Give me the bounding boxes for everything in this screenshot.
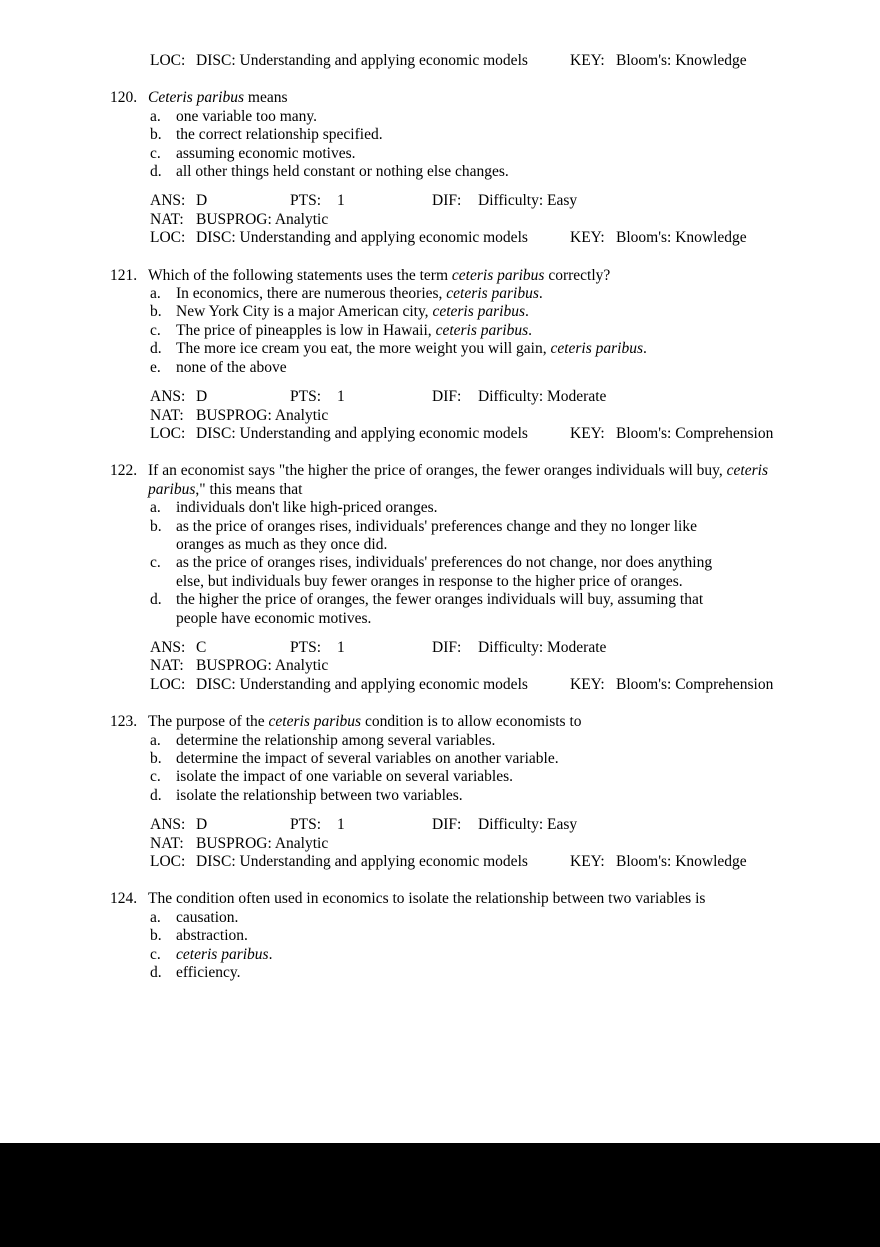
italic-term: ceteris [726,462,768,480]
option-letter: c. [150,554,161,572]
question-item [110,462,810,694]
dif-value: Difficulty: Moderate [478,388,607,406]
option-letter: d. [150,591,162,609]
option-text [176,750,796,768]
italic-term: ceteris paribus [451,266,545,284]
question-body [110,462,810,628]
text-run: determine the relationship among several variables. [176,731,496,749]
pts-value: 1 [337,388,345,406]
option-text [176,768,796,786]
text-run: determine the impact of several variables on another variable. [176,750,559,767]
option-text [176,946,796,964]
question-prompt [148,713,808,731]
text-run: as the price of oranges rises, individuals' preferences do not change, nor does anything [176,554,713,572]
question-prompt [148,267,808,285]
question-item [110,89,810,247]
option-letter: a. [150,908,161,926]
answer-option [148,126,808,144]
text-run: assuming economic motives. [176,144,356,162]
key-pair [570,425,773,443]
answer-option [148,591,808,628]
text-run: . [525,303,529,321]
dif-value: Difficulty: Easy [478,192,578,210]
nat-label: NAT: [150,210,184,228]
option-text [176,322,796,340]
question-number: 124. [110,890,138,908]
text-run: none of the above [176,358,287,376]
option-letter: c. [150,768,161,786]
answer-option [148,787,808,805]
option-text [176,518,796,555]
key-pair [570,676,773,694]
question-item [110,890,810,982]
loc-value: DISC: Understanding and applying economic models [196,675,528,693]
text-run: ," this means that [195,480,303,498]
key-value: Bloom's: Comprehension [616,424,774,442]
nat-row [150,835,810,853]
pts-label: PTS: [290,638,322,656]
option-text [176,927,796,945]
ans-label: ANS: [150,638,186,656]
text-run: as the price of oranges rises, individuals' preferences change and they no longer like [176,517,697,535]
answer-option [148,768,808,786]
key-value: Bloom's: Comprehension [616,675,774,693]
question-item [110,713,810,871]
option-letter: a. [150,499,161,517]
nat-label: NAT: [150,834,184,852]
option-text [176,591,796,628]
question-body [110,713,810,805]
key-value: Bloom's: Knowledge [616,52,747,69]
question-body [110,890,810,982]
dif-label: DIF: [432,638,462,656]
text-run: condition is to allow economists to [361,713,582,731]
question-body [110,267,810,377]
option-text [176,909,796,927]
loc-value: DISC: Understanding and applying economic models [196,424,528,442]
text-run: Which of the following statements uses the term [148,266,452,284]
option-text [176,787,796,805]
italic-term: ceteris paribus [176,945,269,963]
italic-term: ceteris paribus [432,303,525,321]
option-letter: a. [150,107,161,125]
key-value: Bloom's: Knowledge [616,229,747,247]
answer-option [148,145,808,163]
answer-option [148,750,808,768]
pts-value: 1 [337,192,345,210]
options-list [148,909,808,983]
nat-value: BUSPROG: Analytic [196,657,329,675]
dif-label: DIF: [432,192,462,210]
text-run: . [268,945,273,963]
pts-label: PTS: [290,388,322,406]
italic-term: ceteris paribus [446,285,539,303]
loc-value: DISC: Understanding and applying economic models [196,853,528,871]
answer-option [148,518,808,555]
ans-label: ANS: [150,192,186,210]
answer-meta-block [150,192,810,247]
option-text [176,126,796,144]
loc-label: LOC: [150,424,186,442]
question-number: 121. [110,266,138,284]
ans-value: D [196,816,208,834]
question-body [110,89,810,181]
letterbox-bottom [0,1143,880,1247]
option-text [176,340,796,358]
key-value: Bloom's: Knowledge [616,853,747,871]
option-letter: b. [150,517,162,535]
option-text [176,554,796,591]
text-run: isolate the impact of one variable on several variables. [176,768,513,786]
option-letter: d. [150,163,162,181]
text-run: abstraction. [176,927,248,945]
nat-row [150,211,810,229]
key-label: KEY: [570,675,605,693]
key-label: KEY: [570,853,605,871]
options-list [148,499,808,628]
italic-term: ceteris paribus [435,321,529,339]
italic-term: Ceteris paribus [148,89,245,107]
key-pair [570,853,747,871]
question-number: 122. [110,462,138,480]
text-run: all other things held constant or nothing else changes. [176,163,509,181]
loc-label: LOC: [150,853,186,871]
answer-option [148,359,808,377]
question-prompt [148,462,808,499]
question-item [110,267,810,444]
loc-label: LOC: [150,675,186,693]
text-run: means [244,89,288,107]
nat-value: BUSPROG: Analytic [196,406,329,424]
question-number: 123. [110,713,138,731]
key-pair [570,52,747,70]
text-run: The price of pineapples is low in Hawaii, [176,321,436,339]
option-text [176,964,796,982]
option-text [176,108,796,126]
option-letter: b. [150,126,162,144]
question-prompt [148,890,808,908]
ans-value: C [196,638,207,656]
option-text [176,303,796,321]
options-list [148,732,808,806]
option-letter: b. [150,750,162,767]
loc-label: LOC: [150,229,186,247]
loc-row [150,676,810,694]
loc-row [150,425,810,443]
loc-value: DISC: Understanding and applying economic models [196,229,528,247]
option-text [176,359,796,377]
option-letter: c. [150,945,161,963]
option-letter: d. [150,340,162,358]
loc-value: DISC: Understanding and applying economic models [196,52,528,69]
option-text [176,285,796,303]
dif-label: DIF: [432,816,462,834]
page-continuation-meta [150,52,810,70]
pts-label: PTS: [290,192,322,210]
option-letter: c. [150,321,161,339]
italic-term: ceteris paribus [268,713,362,731]
text-run: the higher the price of oranges, the fewer oranges individuals will buy, assuming that [176,591,704,609]
answer-option [148,303,808,321]
option-text [176,145,796,163]
text-run: isolate the relationship between two variables. [176,786,463,804]
ans-row [150,816,810,834]
nat-value: BUSPROG: Analytic [196,210,329,228]
option-letter: a. [150,731,161,749]
answer-option [148,927,808,945]
text-run: else, but individuals buy fewer oranges in response to the higher price of oranges. [176,572,683,590]
ans-row [150,639,810,657]
question-list [110,89,810,982]
italic-term: paribus [148,480,196,498]
text-run: The purpose of the [148,713,269,731]
text-run: oranges as much as they once did. [176,535,388,553]
text-run: If an economist says "the higher the price of oranges, the fewer oranges individuals will buy, [148,462,727,480]
nat-label: NAT: [150,406,184,424]
ans-value: D [196,192,208,210]
option-text [176,163,796,181]
loc-row [150,853,810,871]
key-pair [570,229,747,247]
option-letter: c. [150,144,161,162]
text-run: efficiency. [176,964,241,982]
option-letter: d. [150,786,162,804]
text-run: The more ice cream you eat, the more weight you will gain, [176,340,551,358]
option-text [176,732,796,750]
answer-option [148,285,808,303]
pts-label: PTS: [290,816,322,834]
ans-row [150,388,810,406]
text-run: . [538,285,543,303]
options-list [148,108,808,182]
ans-row [150,192,810,210]
answer-option [148,322,808,340]
ans-label: ANS: [150,816,186,834]
answer-option [148,554,808,591]
answer-option [148,499,808,517]
dif-label: DIF: [432,388,462,406]
option-letter: d. [150,964,162,982]
loc-label: LOC: [150,52,186,69]
options-list [148,285,808,377]
key-label: KEY: [570,52,605,69]
option-letter: b. [150,927,162,945]
pts-value: 1 [337,638,345,656]
option-letter: a. [150,285,161,303]
answer-option [148,108,808,126]
answer-meta-block [150,388,810,443]
text-run: the correct relationship specified. [176,126,383,144]
option-letter: e. [150,358,161,376]
text-run: The condition often used in economics to isolate the relationship between two variables is [148,890,706,908]
text-run: . [528,321,532,339]
answer-meta-block [150,639,810,694]
nat-value: BUSPROG: Analytic [196,834,329,852]
answer-option [148,732,808,750]
text-run: correctly? [544,266,611,284]
text-run: In economics, there are numerous theories, [176,285,447,303]
dif-value: Difficulty: Easy [478,816,578,834]
text-run: causation. [176,908,239,926]
option-letter: b. [150,303,162,321]
pts-value: 1 [337,816,345,834]
answer-option [148,964,808,982]
answer-option [148,340,808,358]
dif-value: Difficulty: Moderate [478,638,607,656]
answer-option [148,946,808,964]
text-run: people have economic motives. [176,609,372,627]
text-run: . [643,340,647,358]
option-text [176,499,796,517]
nat-row [150,407,810,425]
loc-row [150,229,810,247]
answer-meta-block [150,816,810,871]
key-label: KEY: [570,229,605,247]
ans-value: D [196,388,208,406]
question-prompt [148,89,808,107]
text-run: New York City is a major American city, [176,303,433,321]
ans-label: ANS: [150,388,186,406]
italic-term: ceteris paribus [550,340,644,358]
text-run: individuals don't like high-priced oranges. [176,499,438,517]
text-run: one variable too many. [176,107,318,125]
answer-option [148,909,808,927]
nat-label: NAT: [150,657,184,675]
answer-option [148,163,808,181]
key-label: KEY: [570,424,605,442]
nat-row [150,657,810,675]
question-number: 120. [110,89,138,107]
